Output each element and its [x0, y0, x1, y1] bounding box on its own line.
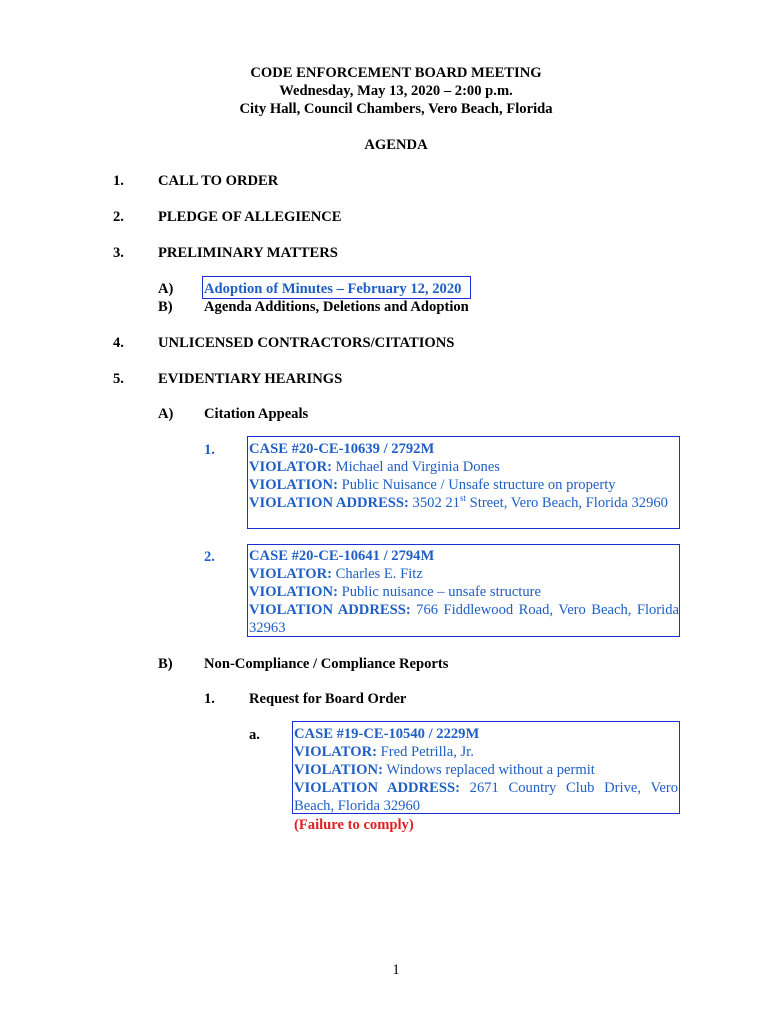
violation-text: Public Nuisance / Unsafe structure on property	[341, 477, 616, 493]
subitem-number: 1.	[204, 691, 215, 707]
address-ordinal: st	[459, 493, 466, 503]
case-id: CASE #20-CE-10639 / 2792M	[249, 441, 435, 457]
violation-text: Public nuisance – unsafe structure	[341, 584, 541, 600]
violation-label: VIOLATION:	[249, 584, 338, 600]
item-label-unlicensed: UNLICENSED CONTRACTORS/CITATIONS	[158, 335, 455, 351]
meeting-title: CODE ENFORCEMENT BOARD MEETING	[250, 65, 542, 81]
case-block[interactable]	[249, 547, 679, 637]
violator-label: VIOLATOR:	[249, 459, 332, 475]
case-id: CASE #20-CE-10641 / 2794M	[249, 548, 435, 564]
item-number: 5.	[113, 371, 124, 387]
address-label: VIOLATION ADDRESS:	[249, 602, 411, 618]
violator-name: Charles E. Fitz	[335, 566, 423, 582]
violator-label: VIOLATOR:	[249, 566, 332, 582]
meeting-location: City Hall, Council Chambers, Vero Beach, Florida	[239, 101, 553, 117]
minutes-link[interactable]: Adoption of Minutes – February 12, 2020	[204, 281, 462, 297]
address-number: 3502 21	[412, 495, 460, 511]
address-label: VIOLATION ADDRESS:	[294, 780, 460, 796]
violation-label: VIOLATION:	[294, 762, 383, 778]
case-letter-label: a.	[249, 727, 260, 743]
item-label-preliminary: PRELIMINARY MATTERS	[158, 245, 338, 261]
case-id: CASE #19-CE-10540 / 2229M	[294, 726, 480, 742]
item-number: 1.	[113, 173, 124, 189]
page-number: 1	[392, 962, 400, 978]
item-label-evidentiary: EVIDENTIARY HEARINGS	[158, 371, 343, 387]
item-label-call-to-order: CALL TO ORDER	[158, 173, 279, 189]
subitem-letter: B)	[158, 299, 173, 315]
case-block[interactable]	[249, 440, 679, 512]
citation-appeals-heading: Citation Appeals	[204, 406, 309, 422]
subitem-letter: A)	[158, 406, 174, 422]
address-label: VIOLATION ADDRESS:	[249, 495, 409, 511]
item-number: 2.	[113, 209, 124, 225]
item-label-pledge: PLEDGE OF ALLEGIENCE	[158, 209, 342, 225]
agenda-additions-item: Agenda Additions, Deletions and Adoption	[204, 299, 469, 315]
subitem-letter: A)	[158, 281, 174, 297]
address-text: Street, Vero Beach, Florida 32960	[466, 495, 668, 511]
violation-label: VIOLATION:	[249, 477, 338, 493]
address-text: 766 Fiddlewood Road, Vero Beach, Florida 32963	[249, 602, 679, 636]
subitem-letter: B)	[158, 656, 173, 672]
violator-label: VIOLATOR:	[294, 744, 377, 760]
non-compliance-heading: Non-Compliance / Compliance Reports	[204, 656, 449, 672]
address-text: 2671 Country Club Drive, Vero Beach, Florida 32960	[294, 780, 678, 814]
violator-name: Michael and Virginia Dones	[335, 459, 500, 475]
agenda-heading: AGENDA	[364, 137, 428, 153]
failure-to-comply-note: (Failure to comply)	[294, 817, 414, 833]
case-number-label: 2.	[204, 549, 215, 565]
violation-text: Windows replaced without a permit	[386, 762, 595, 778]
item-number: 4.	[113, 335, 124, 351]
case-number-label: 1.	[204, 442, 215, 458]
meeting-date: Wednesday, May 13, 2020 – 2:00 p.m.	[279, 83, 513, 99]
violator-name: Fred Petrilla, Jr.	[380, 744, 474, 760]
request-board-order-heading: Request for Board Order	[249, 691, 407, 707]
item-number: 3.	[113, 245, 124, 261]
case-block[interactable]	[294, 725, 678, 815]
